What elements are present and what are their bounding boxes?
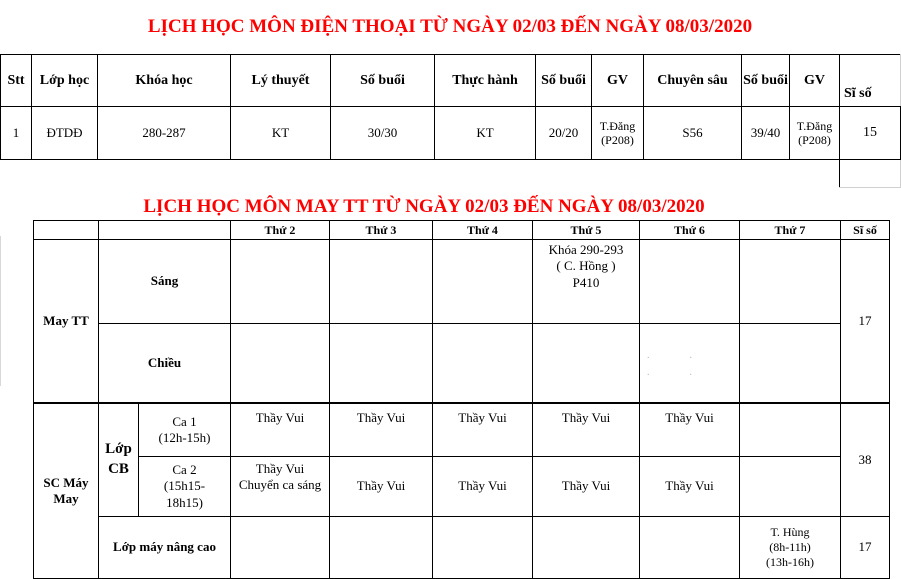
header-thu-6: Thứ 6 [640,221,740,240]
cell-gv-thuc-hanh [592,107,644,160]
ca-2-row [34,457,890,517]
room-number: P410 [572,274,600,290]
header-so-buoi: Số buổi [536,55,592,107]
header-thu-7: Thứ 7 [740,221,841,240]
cell-gv-chuyen-sau [790,107,840,160]
header-gv: GV [592,55,644,107]
header-chuyen-sau: Chuyên sâu [644,55,742,107]
cell-so-buoi-lt: 30/30 [331,107,435,160]
phone-schedule-table [0,54,901,188]
cell-khoa-hoc: 280-287 [98,107,231,160]
may-tt-si-so: 17 [841,240,890,403]
phone-schedule-title: LỊCH HỌC MÔN ĐIỆN THOẠI TỪ NGÀY 02/03 ĐẾN NGÀY 08/03/2020 [147,16,753,37]
header-si-so: Sĩ số [840,55,901,107]
ca1-thu3: Thầy Vui [330,403,433,457]
cell-stt: 1 [1,107,32,160]
sewing-schedule-table [33,220,890,579]
header-khoa-hoc: Khóa học [98,55,231,107]
cell-thuc-hanh: KT [435,107,536,160]
cell-ly-thuyet: KT [231,107,331,160]
nang-cao-si-so: 17 [841,517,890,579]
header-thuc-hanh: Thực hành [435,55,536,107]
header-thu-5: Thứ 5 [533,221,640,240]
teacher-name: ( C. Hồng ) [556,258,616,274]
ca1-thu5: Thầy Vui [533,403,640,457]
nang-cao-label: Lớp máy nâng cao [99,517,231,579]
course-code: Khóa 290-293 [548,242,624,257]
header-so-buoi: Số buổi [331,55,435,107]
ca1-thu4: Thầy Vui [433,403,533,457]
header-so-buoi: Số buổi [742,55,790,107]
cell-chuyen-sau: S56 [644,107,742,160]
cell-lop-hoc: ĐTDĐ [32,107,98,160]
ca2-thu3: Thầy Vui [330,457,433,517]
gv-name: T.Đăng [796,118,833,133]
may-tt-chieu-row: Chiều .. .. [34,324,890,403]
ca2-thu5: Thầy Vui [533,457,640,517]
ca-2-label: Ca 2 (15h15- 18h15) [139,457,231,517]
table-row [1,107,901,160]
ca-1-row [34,403,890,457]
ca2-thu6: Thầy Vui [640,457,740,517]
nang-cao-row [34,517,890,579]
cell-so-buoi-cs: 39/40 [742,107,790,160]
header-ly-thuyet: Lý thuyết [231,55,331,107]
chieu-label: Chiều [99,324,231,403]
thu5-sang-cell [533,240,640,324]
ca-1-label: Ca 1 (12h-15h) [139,403,231,457]
gv-room: (P208) [798,133,831,147]
table-spacer-row [1,160,901,188]
ca2-thu2: Thầy Vui Chuyển ca sáng [231,457,330,517]
cell-si-so: 15 [840,107,901,160]
day-header-row [34,221,890,240]
header-si-so: Sĩ số [841,221,890,240]
gridline [0,236,1,386]
gv-name: T.Đăng [599,118,636,133]
may-tt-sang-row [34,240,890,324]
ca1-thu6: Thầy Vui [640,403,740,457]
header-lop-hoc: Lớp học [32,55,98,107]
header-thu-3: Thứ 3 [330,221,433,240]
header-thu-2: Thứ 2 [231,221,330,240]
header-stt: Stt [1,55,32,107]
lop-cb-label: Lớp CB [99,403,139,517]
header-thu-4: Thứ 4 [433,221,533,240]
sc-may-may-si-so: 38 [841,403,890,517]
nang-cao-thu7: T. Hùng (8h-11h) (13h-16h) [740,517,841,579]
gv-room: (P208) [601,133,634,147]
sang-label: Sáng [99,240,231,324]
sc-may-may-label: SC Máy May [34,403,99,579]
may-tt-label: May TT [34,240,99,403]
ca2-thu4: Thầy Vui [433,457,533,517]
table-header-row [1,55,901,107]
header-gv: GV [790,55,840,107]
sewing-schedule-title: LỊCH HỌC MÔN MAY TT TỪ NGÀY 02/03 ĐẾN NGÀY 08/03/2020 [143,196,705,217]
cell-so-buoi-th: 20/20 [536,107,592,160]
ca1-thu2: Thầy Vui [231,403,330,457]
